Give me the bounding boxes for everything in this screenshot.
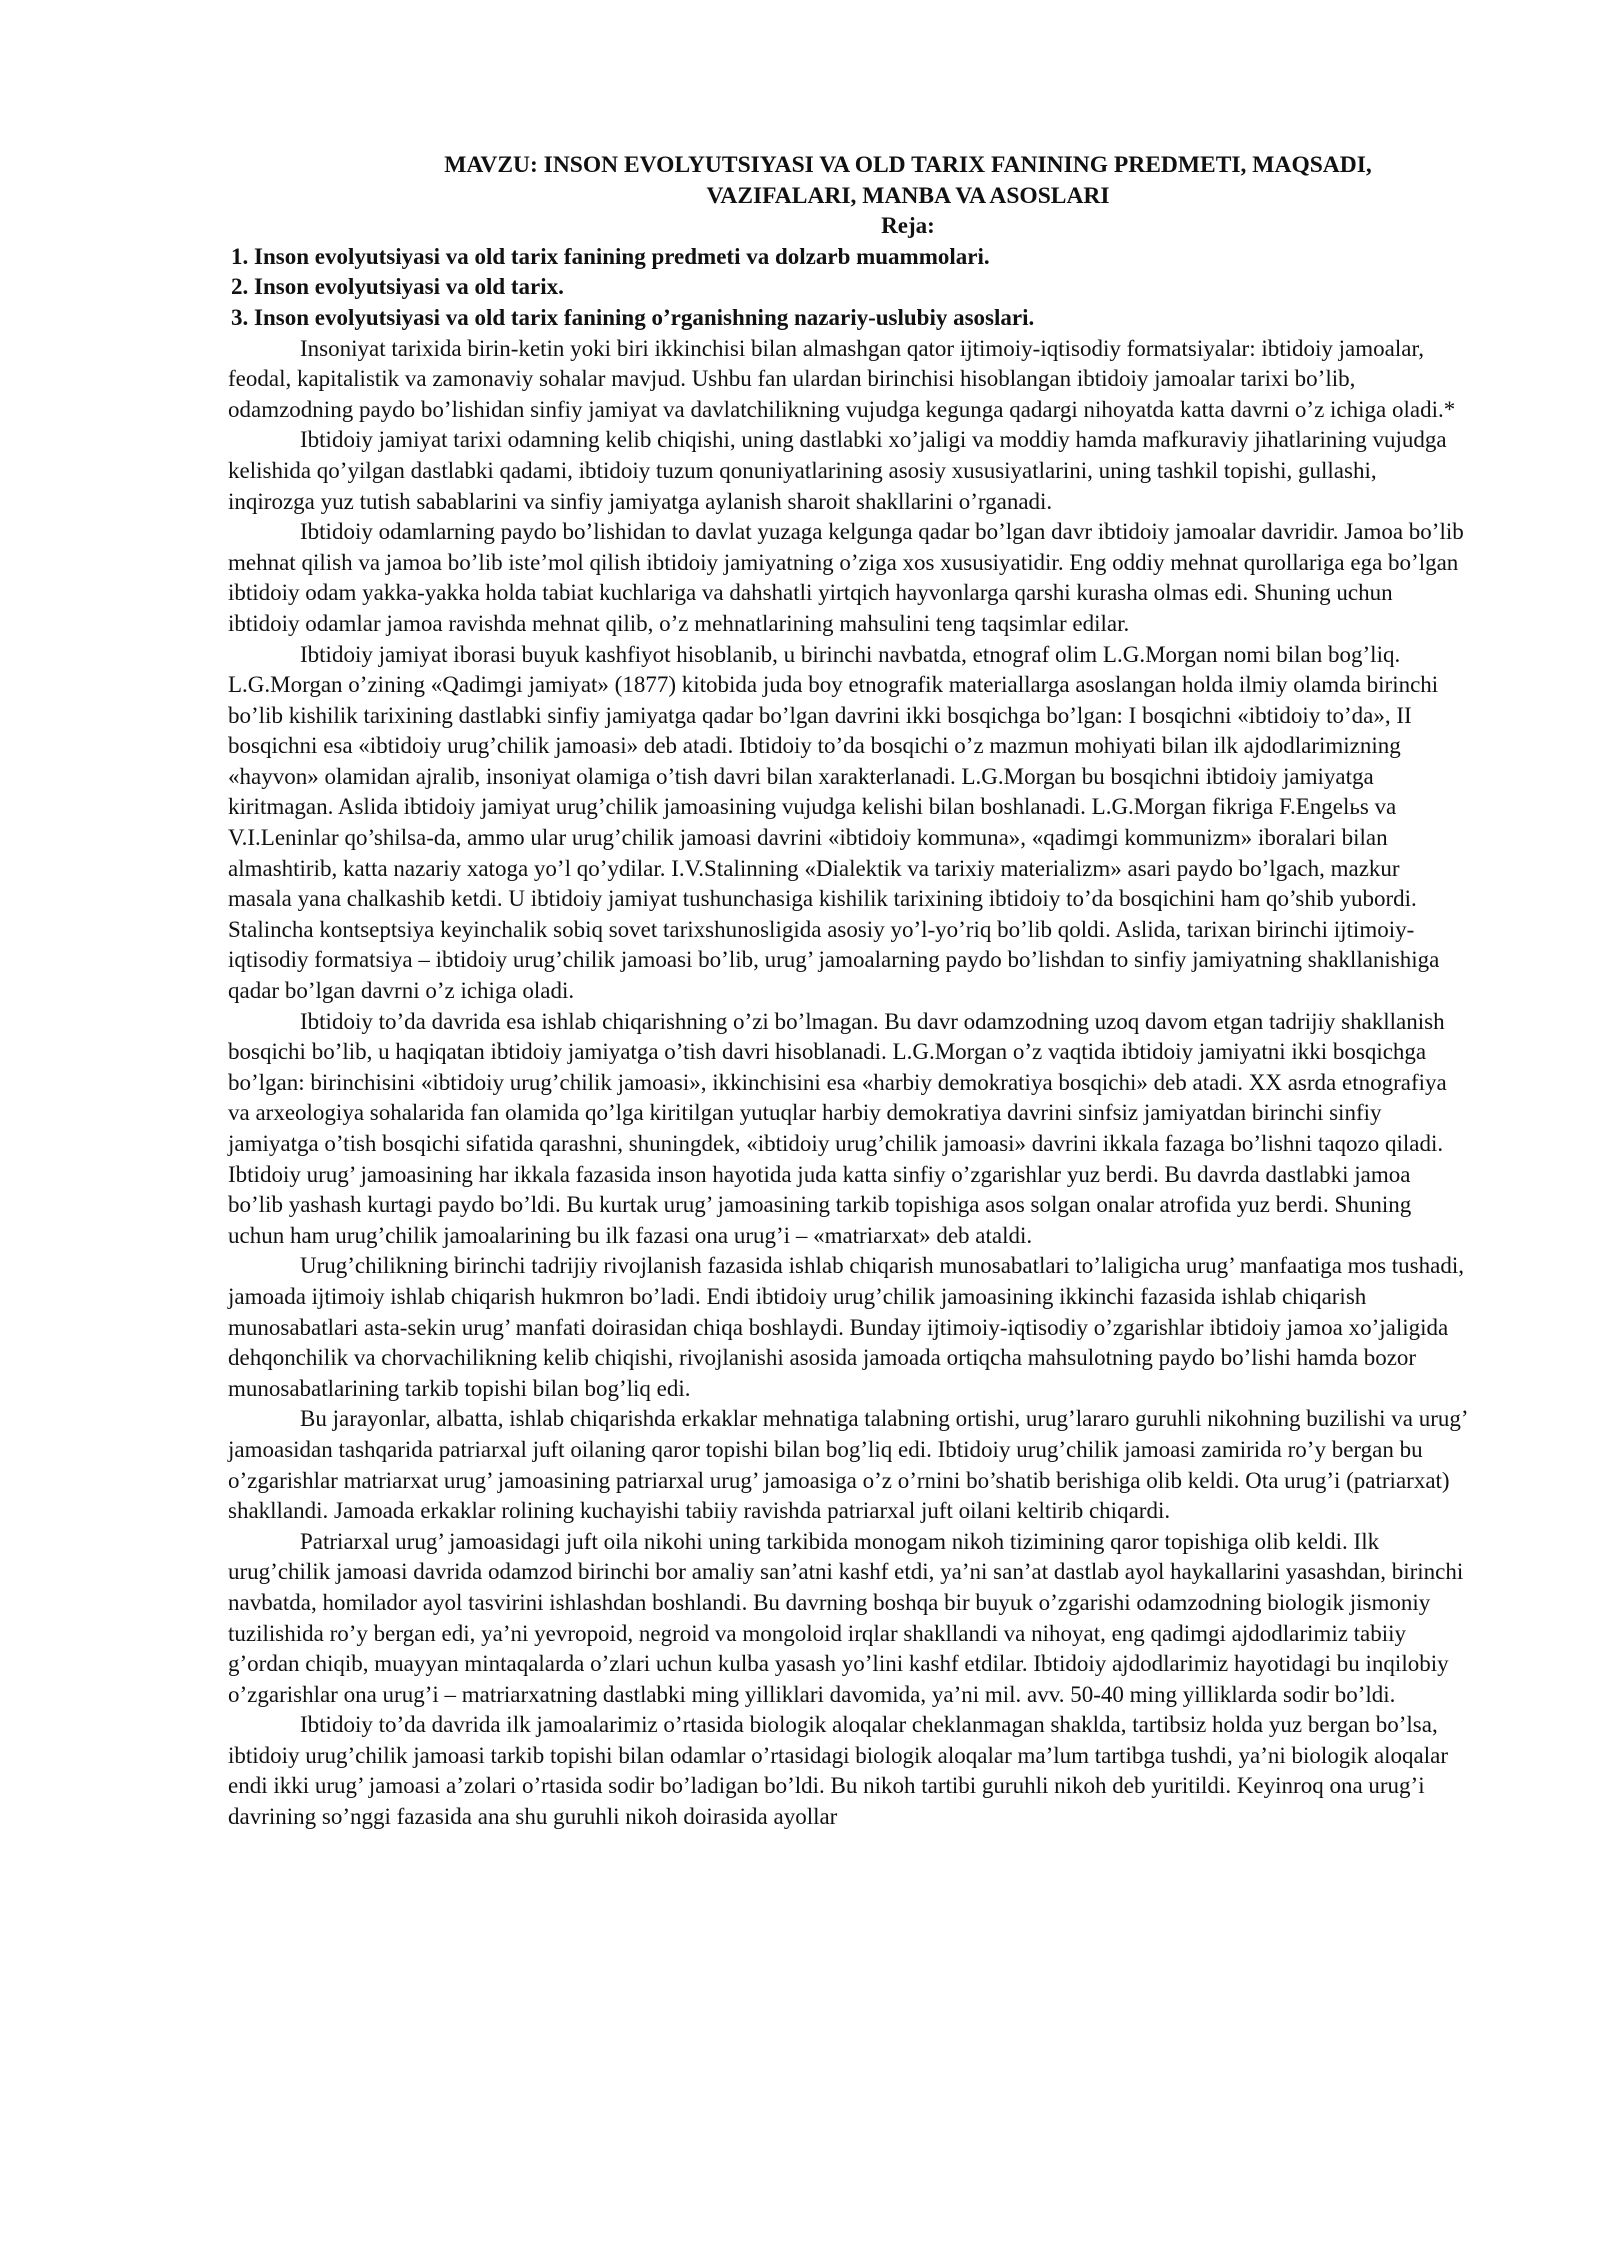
plan-item-3: 3. Inson evolyutsiyasi va old tarix fanining o’rganishning nazariy-uslubiy asoslari.: [231, 304, 1035, 330]
paragraph-7: Bu jarayonlar, albatta, ishlab chiqarishda erkaklar mehnatiga talabning ortishi, urug’lararo guruhli nikohning buzilishi va urug’ jamoasidan tashqarida patriarxal juft oilaning qaror topishi bilan bog’liq edi. Ibtidoiy urug’chilik jamoasi zamirida ro’y bergan bu o’zgarishlar matriarxat urug’ jamoasining patriarxal urug’ jamoasiga o’z o’rnini bo’shatib berishiga olib keldi. Ota urug’i (patriarxat) shakllandi. Jamoada erkaklar rolining kuchayishi tabiiy ravishda patriarxal juft oilani keltirib chiqardi.: [228, 1406, 1467, 1524]
plan-list: [228, 242, 1468, 334]
title-line-1: MAVZU: INSON EVOLYUTSIYASI VA OLD TARIX FANINING PREDMETI, MAQSADI,: [444, 152, 1372, 178]
document-page: [228, 150, 1468, 1833]
paragraph-1: Insoniyat tarixida birin-ketin yoki biri ikkinchisi bilan almashgan qator ijtimoiy-iqtisodiy formatsiyalar: ibtidoiy jamoalar, feodal, kapitalistik va zamonaviy sohalar mavjud. Ushbu fan ulardan birinchisi hisoblangan ibtidoiy jamoalar tarixi bo’lib, odamzodning paydo bo’lishidan sinfiy jamiyat va davlatchilikning vujudga kegunga qadargi nihoyatda katta davrni o’z ichiga oladi.*: [228, 335, 1456, 422]
plan-item-2: 2. Inson evolyutsiyasi va old tarix.: [231, 274, 564, 300]
paragraph-9: Ibtidoiy to’da davrida ilk jamoalarimiz o’rtasida biologik aloqalar cheklanmagan shaklda, tartibsiz holda yuz bergan bo’lsa, ibtidoiy urug’chilik jamoasi tarkib topishi bilan odamlar o’rtasidagi biologik aloqalar ma’lum tartibga tushdi, ya’ni biologik aloqalar endi ikki urug’ jamoasi a’zolari o’rtasida sodir bo’ladigan bo’ldi. Bu nikoh tartibi guruhli nikoh deb yuritildi. Keyinroq ona urug’i davrining so’nggi fazasida ana shu guruhli nikoh doirasida ayollar: [228, 1712, 1449, 1830]
document-title: [228, 150, 1468, 211]
paragraph-2: Ibtidoiy jamiyat tarixi odamning kelib chiqishi, uning dastlabki xo’jaligi va moddiy hamda mafkuraviy jihatlarining vujudga kelishida qo’yilgan dastlabki qadami, ibtidoiy tuzum qonuniyatlarining asosiy xususiyatlarini, uning tashkil topishi, gullashi, inqirozga yuz tutish sabablarini va sinfiy jamiyatga aylanish sharoit shakllarini o’rganadi.: [228, 427, 1447, 514]
paragraph-5: Ibtidoiy to’da davrida esa ishlab chiqarishning o’zi bo’lmagan. Bu davr odamzodning uzoq davom etgan tadrijiy shakllanish bosqichi bo’lib, u haqiqatan ibtidoiy jamiyatga o’tish davri hisoblanadi. L.G.Morgan o’z vaqtida ibtidoiy jamiyatni ikki bosqichga bo’lgan: birinchisini «ibtidoiy urug’chilik jamoasi», ikkinchisini esa «harbiy demokratiya bosqichi» deb atadi. XX asrda etnografiya va arxeologiya sohalarida fan olamida qo’lga kiritilgan yutuqlar harbiy demokratiya davrini sinfsiz jamiyatdan birinchi sinfiy jamiyatga o’tish bosqichi sifatida qarashni, shuningdek, «ibtidoiy urug’chilik jamoasi» davrini ikkala fazaga bo’lishni taqozo qiladi. Ibtidoiy urug’ jamoasining har ikkala fazasida inson hayotida juda katta sinfiy o’zgarishlar yuz berdi. Bu davrda dastlabki jamoa bo’lib yashash kurtagi paydo bo’ldi. Bu kurtak urug’ jamoasining tarkib topishiga asos solgan onalar atrofida yuz berdi. Shuning uchun ham urug’chilik jamoalarining bu ilk fazasi ona urug’i – «matriarxat» deb ataldi.: [228, 1008, 1447, 1248]
paragraph-8: Patriarxal urug’ jamoasidagi juft oila nikohi uning tarkibida monogam nikoh tizimining qaror topishiga olib keldi. Ilk urug’chilik jamoasi davrida odamzod birinchi bor amaliy san’atni kashf etdi, ya’ni san’at dastlab ayol haykallarini yasashdan, birinchi navbatda, homilador ayol tasvirini ishlashdan boshlandi. Bu davrning boshqa bir buyuk o’zgarishi odamzodning biologik jismoniy tuzilishida ro’y bergan edi, ya’ni yevropoid, negroid va mongoloid irqlar shakllandi va nihoyat, eng qadimgi ajdodlarimiz tabiiy g’ordan chiqib, muayyan mintaqalarda o’zlari uchun kulba yasash yo’lini kashf etdilar. Ibtidoiy ajdodlarimiz hayotidagi bu inqilobiy o’zgarishlar ona urug’i – matriarxatning dastlabki ming yilliklari davomida, ya’ni mil. avv. 50-40 ming yilliklarda sodir bo’ldi.: [228, 1528, 1464, 1707]
paragraph-4: Ibtidoiy jamiyat iborasi buyuk kashfiyot hisoblanib, u birinchi navbatda, etnograf olim L.G.Morgan nomi bilan bog’liq. L.G.Morgan o’zining «Qadimgi jamiyat» (1877) kitobida juda boy etnografik materiallarga asoslangan holda ilmiy olamda birinchi bo’lib kishilik tarixining dastlabki sinfiy jamiyatga qadar bo’lgan davrini ikki bosqichga bo’lgan: I bosqichni «ibtidoiy to’da», II bosqichni esa «ibtidoiy urug’chilik jamoasi» deb atadi. Ibtidoiy to’da bosqichi o’z mazmun mohiyati bilan ilk ajdodlarimizning «hayvon» olamidan ajralib, insoniyat olamiga o’tish davri bilan xarakterlanadi. L.G.Morgan bu bosqichni ibtidoiy jamiyatga kiritmagan. Aslida ibtidoiy jamiyat urug’chilik jamoasining vujudga kelishi bilan boshlanadi. L.G.Morgan fikriga F.Engelьs va V.I.Leninlar qo’shilsa-da, ammo ular urug’chilik jamoasi davrini «ibtidoiy kommuna», «qadimgi kommunizm» iboralari bilan almashtirib, katta nazariy xatoga yo’l qo’ydilar. I.V.Stalinning «Dialektik va tarixiy materializm» asari paydo bo’lgach, mazkur masala yana chalkashib ketdi. U ibtidoiy jamiyat tushunchasiga kishilik tarixining ibtidoiy to’da bosqichini ham qo’shib yubordi. Stalincha kontseptsiya keyinchalik sobiq sovet tarixshunosligida asosiy yo’l-yo’riq bo’lib qoldi. Aslida, tarixan birinchi ijtimoiy-iqtisodiy formatsiya – ibtidoiy urug’chilik jamoasi bo’lib, urug’ jamoalarning paydo bo’lishdan to sinfiy jamiyatning shakllanishiga qadar bo’lgan davrni o’z ichiga oladi.: [228, 641, 1440, 1004]
paragraph-6: Urug’chilikning birinchi tadrijiy rivojlanish fazasida ishlab chiqarish munosabatlari to’laligicha urug’ manfaatiga mos tushadi, jamoada ijtimoiy ishlab chiqarish hukmron bo’ladi. Endi ibtidoiy urug’chilik jamoasining ikkinchi fazasida ishlab chiqarish munosabatlari asta-sekin urug’ manfati doirasidan chiqa boshlaydi. Bunday ijtimoiy-iqtisodiy o’zgarishlar ibtidoiy jamoa xo’jaligida dehqonchilik va chorvachilikning kelib chiqishi, rivojlanishi asosida jamoada ortiqcha mahsulotning paydo bo’lishi hamda bozor munosabatlarining tarkib topishi bilan bog’liq edi.: [228, 1253, 1464, 1401]
paragraph-3: Ibtidoiy odamlarning paydo bo’lishidan to davlat yuzaga kelgunga qadar bo’lgan davr ibtidoiy jamoalar davridir. Jamoa bo’lib mehnat qilish va jamoa bo’lib iste’mol qilish ibtidoiy jamiyatning o’ziga xos xususiyatidir. Eng oddiy mehnat qurollariga ega bo’lgan ibtidoiy odam yakka-yakka holda tabiat kuchlariga va dahshatli yirtqich hayvonlarga qarshi kurasha olmas edi. Shuning uchun ibtidoiy odamlar jamoa ravishda mehnat qilib, o’z mehnatlarining mahsulini teng taqsimlar edilar.: [228, 519, 1464, 636]
title-line-2: VAZIFALARI, MANBA VA ASOSLARI: [706, 182, 1110, 209]
plan-item-1: 1. Inson evolyutsiyasi va old tarix fanining predmeti va dolzarb muammolari.: [231, 243, 990, 269]
plan-heading: Reja:: [881, 213, 935, 239]
